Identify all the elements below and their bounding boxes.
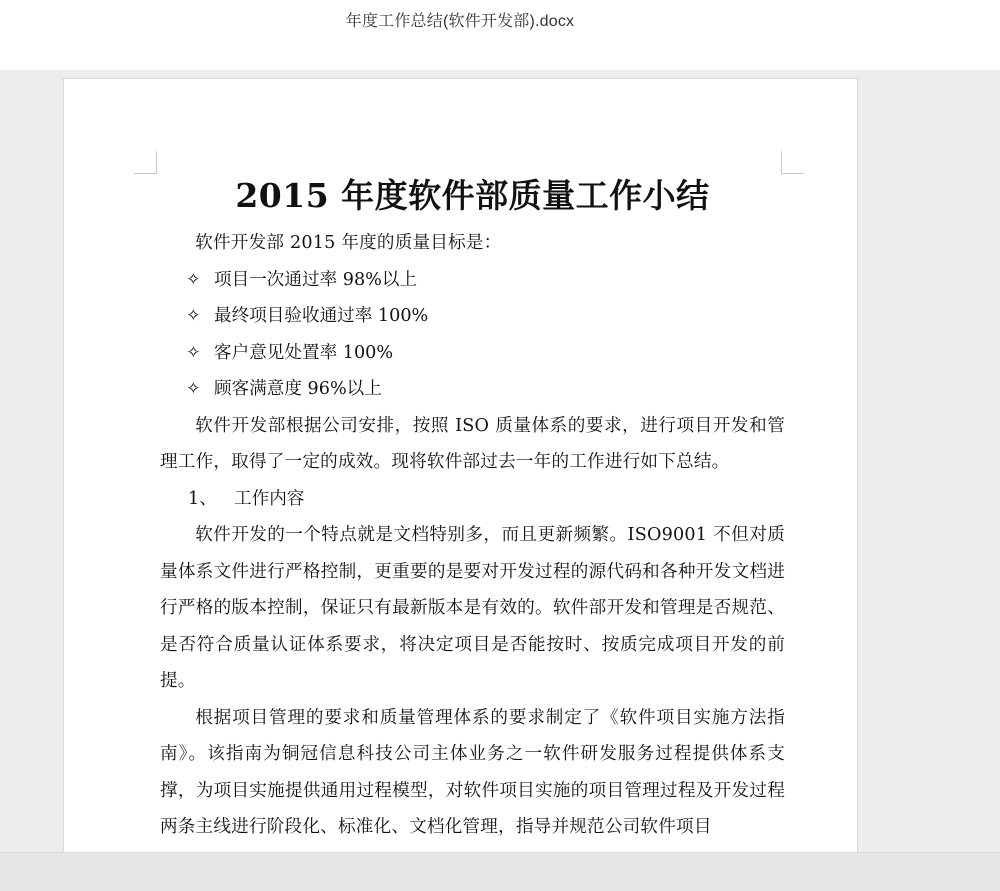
goal-text: 客户意见处置率 100% [214,342,394,363]
margin-corner-top-left [134,151,157,174]
section-heading [160,481,785,518]
page-content [160,171,785,846]
section-title: 工作内容 [234,488,305,509]
body-paragraph: 软件开发的一个特点就是文档特别多，而且更新频繁。ISO9001 不但对质量体系文件进行严格控制，更重要的是要对开发过程的源代码和各种开发文档进行严格的版本控制，保证只有最新版本是有效的。软件部开发和管理是否规范、是否符合质量认证体系要求，将决定项目是否能按时、按质完成项目开发的前提。 [160,525,785,691]
goal-item [160,298,785,335]
bottom-bar [0,852,1000,891]
document-filename: 年度工作总结(软件开发部).docx [345,13,575,30]
document-heading: 2015 年度软件部质量工作小结 [235,176,710,215]
body-paragraph: 根据项目管理的要求和质量管理体系的要求制定了《软件项目实施方法指南》。该指南为铜冠信息科技公司主体业务之一软件研发服务过程提供体系支撑，为项目实施提供通用过程模型，对软件项目实施的项目管理过程及开发过程两条主线进行阶段化、标准化、文档化管理，指导并规范公司软件项目 [160,707,785,837]
document-page [63,78,858,868]
diamond-bullet-icon: ✧ [186,269,201,290]
goal-item [160,262,785,299]
goal-text: 项目一次通过率 98%以上 [214,269,418,290]
goal-text: 最终项目验收通过率 100% [214,306,429,326]
goal-text: 顾客满意度 96%以上 [214,379,382,399]
section-number: 1、 [188,488,217,509]
diamond-bullet-icon: ✧ [186,342,201,363]
goal-item [160,371,785,408]
document-viewer[interactable] [0,70,1000,890]
goal-item [160,335,785,372]
diamond-bullet-icon: ✧ [186,379,201,399]
diamond-bullet-icon: ✧ [186,306,201,326]
body-paragraph: 软件开发部根据公司安排，按照 ISO 质量体系的要求，进行项目开发和管理工作，取得了一定的成效。现将软件部过去一年的工作进行如下总结。 [160,415,785,472]
intro-paragraph: 软件开发部 2015 年度的质量目标是： [195,233,502,253]
title-bar [0,0,1000,70]
